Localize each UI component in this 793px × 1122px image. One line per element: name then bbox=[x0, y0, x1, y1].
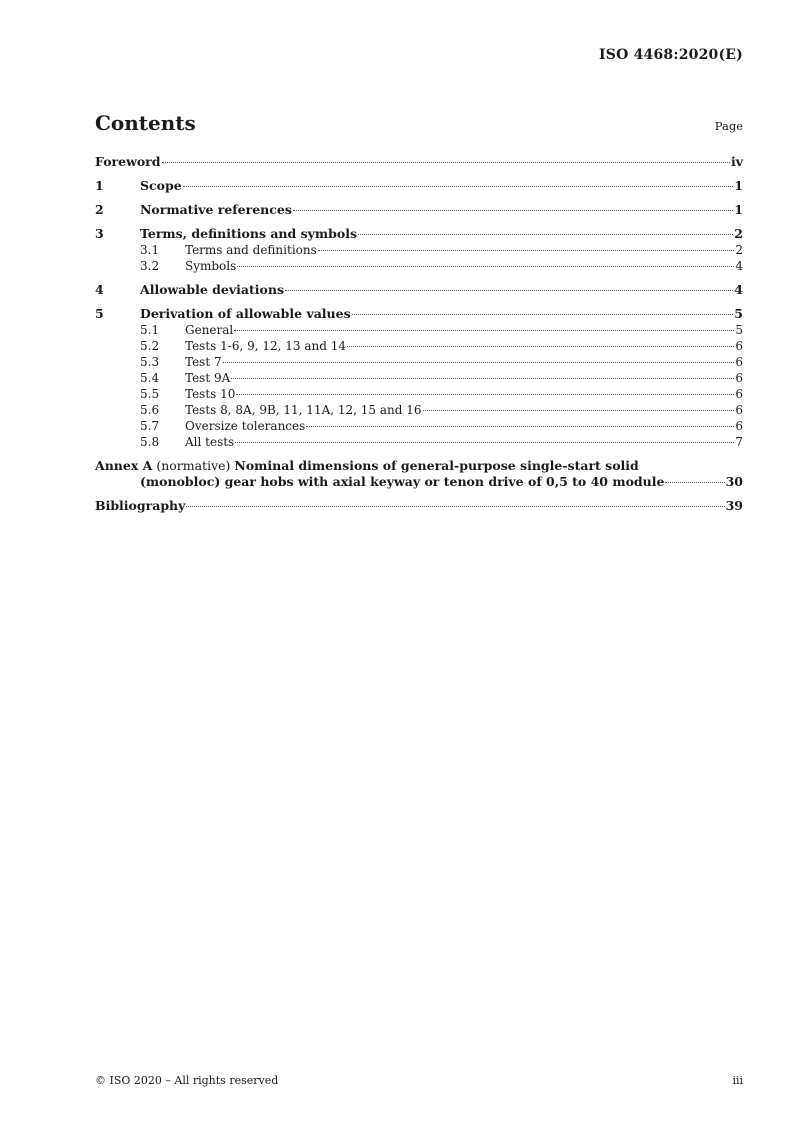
toc-entry[interactable] bbox=[95, 202, 743, 218]
toc-entry-label: Tests 8, 8A, 9B, 11, 11A, 12, 15 and 16 bbox=[185, 403, 422, 417]
toc-entry-label: Tests 1-6, 9, 12, 13 and 14 bbox=[185, 339, 346, 353]
toc-entry[interactable] bbox=[95, 354, 743, 370]
toc-entry-page: 6 bbox=[735, 339, 743, 353]
page-footer bbox=[95, 1074, 743, 1087]
toc-entry[interactable] bbox=[95, 418, 743, 434]
toc-entries bbox=[95, 154, 743, 450]
toc-entry-label: Foreword bbox=[95, 154, 161, 169]
dot-leader bbox=[231, 378, 734, 379]
toc-entry-page: 5 bbox=[734, 306, 743, 321]
toc-entry-number: 3.2 bbox=[140, 259, 160, 273]
toc-entry[interactable] bbox=[95, 154, 743, 170]
toc-entry-page: 4 bbox=[734, 282, 743, 297]
table-of-contents bbox=[95, 154, 743, 514]
toc-entry-page: 4 bbox=[735, 259, 743, 273]
toc-entry-label: Allowable deviations bbox=[140, 282, 284, 297]
toc-entry-number: 5.8 bbox=[140, 435, 160, 449]
page-column-label: Page bbox=[714, 119, 743, 133]
bibliography-page: 39 bbox=[725, 498, 743, 513]
dot-leader bbox=[183, 186, 734, 187]
standard-id: ISO 4468:2020(E) bbox=[599, 47, 743, 63]
toc-entry-label: General bbox=[185, 323, 234, 337]
toc-entry-label: Terms and definitions bbox=[185, 243, 317, 257]
dot-leader bbox=[186, 506, 724, 507]
dot-leader bbox=[347, 346, 734, 347]
toc-entry[interactable] bbox=[95, 282, 743, 298]
toc-entry-label: Scope bbox=[140, 178, 182, 193]
dot-leader bbox=[318, 250, 735, 251]
toc-entry-label: Terms, definitions and symbols bbox=[140, 226, 357, 241]
toc-entry-label: Test 7 bbox=[185, 355, 222, 369]
toc-bibliography-entry[interactable] bbox=[95, 498, 743, 514]
annex-title-line2: (monobloc) gear hobs with axial keyway or tenon drive of 0,5 to 40 module bbox=[140, 474, 665, 489]
toc-entry-label: Symbols bbox=[185, 259, 237, 273]
toc-entry-page: iv bbox=[730, 154, 743, 169]
toc-entry-page: 7 bbox=[735, 435, 743, 449]
toc-entry[interactable] bbox=[95, 226, 743, 242]
bibliography-label: Bibliography bbox=[95, 498, 186, 513]
toc-entry[interactable] bbox=[95, 242, 743, 258]
annex-page: 30 bbox=[725, 474, 743, 489]
toc-entry-number: 5.1 bbox=[140, 323, 160, 337]
toc-entry-number: 5.5 bbox=[140, 387, 160, 401]
toc-entry[interactable] bbox=[95, 338, 743, 354]
dot-leader bbox=[285, 290, 733, 291]
toc-entry-label: Normative references bbox=[140, 202, 292, 217]
dot-leader bbox=[358, 234, 733, 235]
toc-entry-page: 2 bbox=[734, 226, 743, 241]
toc-entry-label: Test 9A bbox=[185, 371, 231, 385]
copyright-notice: © ISO 2020 – All rights reserved bbox=[95, 1074, 279, 1087]
toc-entry-number: 3 bbox=[95, 226, 104, 241]
toc-entry[interactable] bbox=[95, 322, 743, 338]
toc-entry-page: 6 bbox=[735, 387, 743, 401]
toc-entry-page: 6 bbox=[735, 403, 743, 417]
dot-leader bbox=[223, 362, 735, 363]
dot-leader bbox=[234, 330, 734, 331]
toc-entry-page: 1 bbox=[734, 202, 743, 217]
toc-entry-number: 5.4 bbox=[140, 371, 160, 385]
dot-leader bbox=[237, 266, 734, 267]
annex-title-line1: Nominal dimensions of general-purpose single-start solid bbox=[234, 458, 639, 473]
toc-entry-page: 5 bbox=[735, 323, 743, 337]
toc-entry[interactable] bbox=[95, 402, 743, 418]
toc-entry-number: 5.2 bbox=[140, 339, 160, 353]
toc-entry-label: All tests bbox=[185, 435, 235, 449]
dot-leader bbox=[236, 394, 734, 395]
toc-entry-number: 5.7 bbox=[140, 419, 160, 433]
toc-entry-number: 5.3 bbox=[140, 355, 160, 369]
toc-entry-label: Oversize tolerances bbox=[185, 419, 306, 433]
dot-leader bbox=[306, 426, 734, 427]
toc-entry[interactable] bbox=[95, 370, 743, 386]
page-title: Contents bbox=[95, 111, 196, 135]
toc-entry-page: 6 bbox=[735, 419, 743, 433]
toc-entry-page: 6 bbox=[735, 355, 743, 369]
toc-entry-page: 6 bbox=[735, 371, 743, 385]
toc-entry[interactable] bbox=[95, 258, 743, 274]
toc-entry-number: 3.1 bbox=[140, 243, 160, 257]
toc-entry-page: 2 bbox=[735, 243, 743, 257]
dot-leader bbox=[293, 210, 733, 211]
dot-leader bbox=[162, 162, 730, 163]
contents-heading bbox=[95, 111, 743, 135]
toc-entry[interactable] bbox=[95, 306, 743, 322]
dot-leader bbox=[352, 314, 734, 315]
toc-entry-number: 4 bbox=[95, 282, 104, 297]
toc-entry-number: 1 bbox=[95, 178, 104, 193]
toc-entry-number: 2 bbox=[95, 202, 104, 217]
toc-entry-label: Derivation of allowable values bbox=[140, 306, 351, 321]
dot-leader bbox=[235, 442, 734, 443]
annex-type: (normative) bbox=[156, 458, 231, 473]
dot-leader bbox=[665, 482, 724, 483]
annex-prefix: Annex A bbox=[95, 458, 153, 473]
toc-entry[interactable] bbox=[95, 386, 743, 402]
toc-entry-number: 5.6 bbox=[140, 403, 160, 417]
toc-annex-entry[interactable] bbox=[95, 458, 743, 490]
page-number: iii bbox=[732, 1074, 743, 1087]
toc-entry[interactable] bbox=[95, 178, 743, 194]
toc-entry-number: 5 bbox=[95, 306, 104, 321]
toc-entry-page: 1 bbox=[734, 178, 743, 193]
dot-leader bbox=[423, 410, 735, 411]
toc-entry[interactable] bbox=[95, 434, 743, 450]
toc-entry-label: Tests 10 bbox=[185, 387, 236, 401]
